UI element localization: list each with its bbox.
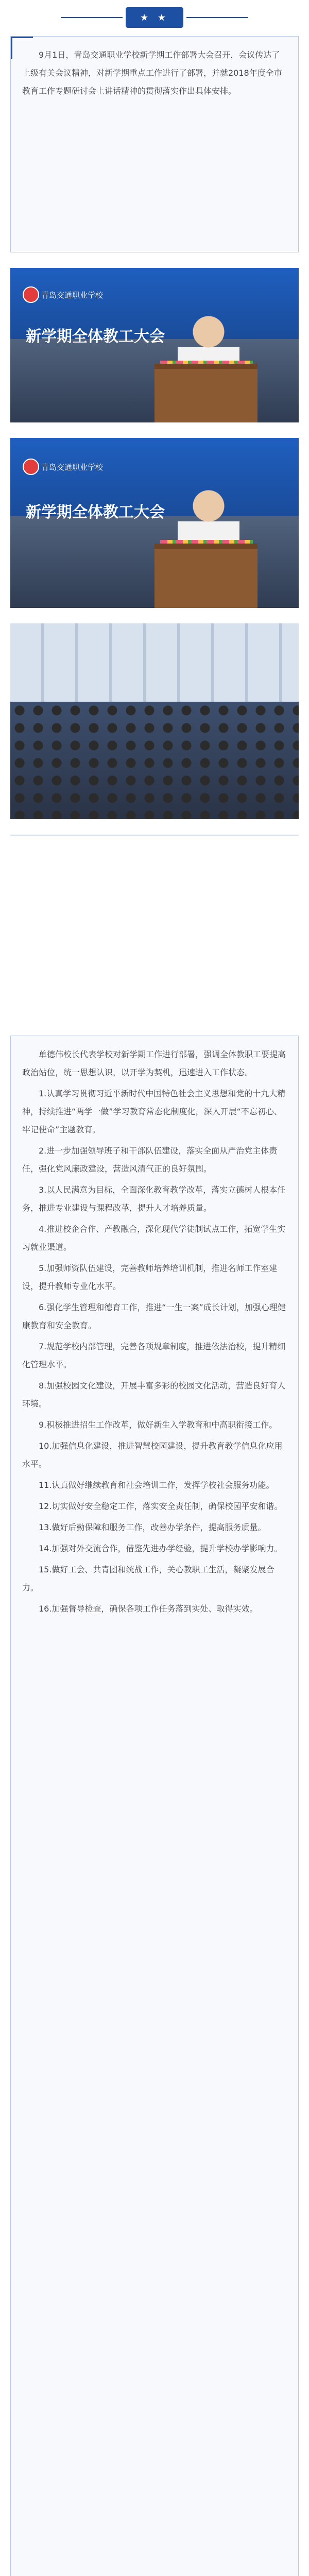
main-paragraph: 16.加强督导检查，确保各项工作任务落到实处、取得实效。 — [39, 1604, 258, 1614]
main-text-box — [10, 1036, 299, 2576]
school-logo-icon — [23, 286, 39, 303]
main-paragraph: 6.强化学生管理和德育工作，推进“一生一案”成长计划，加强心理健康教育和安全教育。 — [22, 1302, 286, 1330]
intro-paragraph: 9月1日，青岛交通职业学校新学期工作部署大会召开，会议传达了上级有关会议精神，对新学期重点工作进行了部署，并就2018年度全市教育工作专题研讨会上讲话精神的贯彻落实作出具体安排。 — [22, 50, 282, 96]
main-paragraph: 13.做好后勤保障和服务工作，改善办学条件，提高服务质量。 — [39, 1522, 266, 1532]
header-ornament: ★ ★ — [126, 7, 183, 28]
section-divider — [10, 835, 299, 836]
main-paragraph: 12.切实做好安全稳定工作，落实安全责任制，确保校园平安和谐。 — [39, 1501, 283, 1511]
main-paragraph: 4.推进校企合作、产教融合，深化现代学徒制试点工作，拓宽学生实习就业渠道。 — [22, 1224, 286, 1252]
main-paragraph: 7.规范学校内部管理，完善各项规章制度，推进依法治校，提升精细化管理水平。 — [22, 1342, 286, 1369]
main-paragraph: 14.加强对外交流合作，借鉴先进办学经验，提升学校办学影响力。 — [39, 1544, 283, 1553]
main-paragraph: 3.以人民满意为目标，全面深化教育教学改革，落实立德树人根本任务，推进专业建设与课程改革，提升人才培养质量。 — [22, 1185, 286, 1213]
banner-title-text: 新学期全体教工大会 — [26, 503, 165, 521]
intro-text-box — [10, 36, 299, 252]
hall-windows — [10, 623, 299, 711]
banner-org-text: 青岛交通职业学校 — [41, 463, 104, 472]
main-paragraph: 2.进一步加强领导班子和干部队伍建设，落实全面从严治党主体责任，强化党风廉政建设，营造风清气正的良好氛围。 — [22, 1146, 278, 1174]
main-paragraph: 5.加强师资队伍建设，完善教师培养培训机制，推进名师工作室建设，提升教师专业化水平。 — [22, 1263, 278, 1291]
podium — [154, 544, 258, 608]
audience-crowd — [10, 702, 299, 819]
meeting-photo-2 — [10, 438, 299, 608]
main-paragraph: 15.做好工会、共青团和统战工作，关心教职工生活，凝聚发展合力。 — [22, 1565, 274, 1592]
audience-photo — [10, 623, 299, 819]
main-paragraph: 单德伟校长代表学校对新学期工作进行部署，强调全体教职工要提高政治站位，统一思想认识，以开学为契机，迅速进入工作状态。 — [22, 1049, 286, 1077]
main-paragraph: 8.加强校园文化建设，开展丰富多彩的校园文化活动，营造良好育人环境。 — [22, 1381, 286, 1409]
main-paragraph: 9.积极推进招生工作改革，做好新生入学教育和中高职衔接工作。 — [39, 1420, 278, 1430]
school-logo-icon — [23, 459, 39, 475]
banner-title-text: 新学期全体教工大会 — [26, 328, 165, 346]
main-paragraph: 10.加强信息化建设，推进智慧校园建设，提升教育教学信息化应用水平。 — [22, 1441, 283, 1469]
banner-org-text: 青岛交通职业学校 — [41, 291, 104, 300]
podium — [154, 364, 258, 422]
meeting-photo-1 — [10, 268, 299, 422]
main-paragraph: 11.认真做好继续教育和社会培训工作，发挥学校社会服务功能。 — [39, 1480, 274, 1490]
main-paragraph: 1.认真学习贯彻习近平新时代中国特色社会主义思想和党的十九大精神，持续推进“两学一做”学习教育常态化制度化，深入开展“不忘初心、牢记使命”主题教育。 — [22, 1089, 286, 1134]
